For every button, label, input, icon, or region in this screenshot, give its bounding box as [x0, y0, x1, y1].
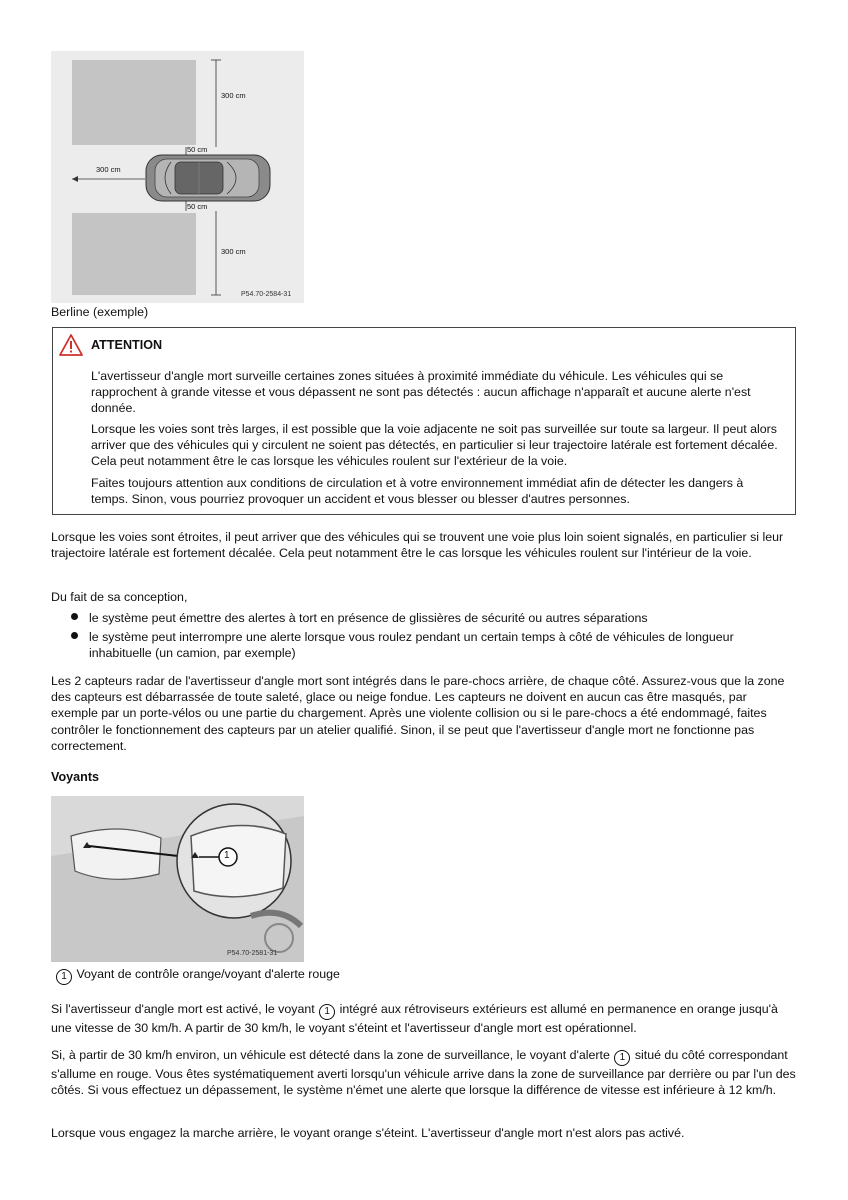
callout-number-icon: 1	[319, 1004, 335, 1020]
zone-bottom-shade	[72, 213, 196, 295]
bullet-item: le système peut émettre des alertes à tort en présence de glissières de sécurité ou autres séparations	[89, 611, 648, 625]
zones-illustration	[51, 51, 304, 303]
figure-code: P54.70-2584-31	[241, 291, 292, 298]
mirror-indicator-figure	[51, 796, 304, 962]
paragraph-text: situé du côté correspondant s'allume en rouge. Vous êtes systématiquement averti lorsqu'un véhicule arrive dans la zone de surveillance par derrière ou par l'un des côtés. Si vous effectuez un dépassement, le système n'émet une alerte que lorsque la différence de vitesse est inférieure à 12 km/h.	[51, 1048, 796, 1098]
figure-caption: Berline (exemple)	[51, 305, 149, 319]
bullet-icon	[71, 613, 78, 620]
warning-paragraph: L'avertisseur d'angle mort surveille certaines zones situées à proximité immédiate du véhicule. Les véhicules qui se rapprochent à grande vitesse et vous dépassent ne sont pas détectés : aucun affichage n'apparaît et aucune alerte n'est donnée.	[91, 369, 751, 416]
figure-code: P54.70-2581-31	[227, 950, 278, 957]
body-paragraph: Lorsque les voies sont étroites, il peut arriver que des véhicules qui se trouvent une voie plus loin soient signalés, en particulier si leur trajectoire latérale est fortement décalée. Cela peut notamment être le cas lorsque les véhicules roulent sur l'intérieur de la voie.	[51, 530, 784, 561]
dimension-label-top: 300 cm	[221, 91, 246, 100]
paragraph-text: intégré aux rétroviseurs extérieurs est allumé en permanence en orange jusqu'à une vitesse de 30 km/h. A partir de 30 km/h, le voyant s'éteint et l'avertisseur d'angle mort est opérationnel.	[51, 1002, 778, 1035]
callout-number: 1	[224, 850, 230, 861]
callout-number-icon: 1	[614, 1050, 630, 1066]
mirror-illustration	[51, 796, 304, 962]
warning-triangle-icon	[59, 334, 83, 356]
body-paragraph: Lorsque vous engagez la marche arrière, le voyant orange s'éteint. L'avertisseur d'angle mort n'est alors pas activé.	[51, 1126, 685, 1140]
bullet-icon	[71, 632, 78, 639]
blind-spot-zones-diagram	[51, 51, 304, 303]
warning-title: ATTENTION	[91, 338, 163, 352]
gap-label-top: 50 cm	[187, 145, 208, 154]
bullet-item: le système peut interrompre une alerte lorsque vous roulez pendant un certain temps à côté de véhicules de longueur inhabituelle (un camion, par exemple)	[89, 630, 734, 661]
body-paragraph: Les 2 capteurs radar de l'avertisseur d'angle mort sont intégrés dans le pare-chocs arrière, de chaque côté. Assurez-vous que la zone des capteurs est débarrassée de toute saleté, glace ou neige fondue. Les capteurs ne doivent en aucun cas être masqués, par exemple par un porte-vélos ou une partie du chargement. Après une violente collision ou si le pare-chocs a été endommagé, faites contrôler le fonctionnement des capteurs par un atelier qualifié. Sinon, il se peut que l'avertisseur d'angle mort ne fonctionne pas correctement.	[51, 674, 785, 753]
zone-top-shade	[72, 60, 196, 145]
dimension-label-bottom: 300 cm	[221, 247, 246, 256]
section-heading: Voyants	[51, 770, 100, 784]
body-paragraph	[51, 1047, 796, 1098]
paragraph-text: Si, à partir de 30 km/h environ, un véhicule est détecté dans la zone de surveillance, le voyant d'alerte	[51, 1048, 610, 1062]
legend-text: Voyant de contrôle orange/voyant d'alerte rouge	[76, 967, 340, 981]
dimension-label-left: 300 cm	[96, 165, 121, 174]
figure-legend	[55, 967, 340, 985]
callout-number-icon: 1	[56, 969, 72, 985]
car-top-view	[146, 155, 270, 201]
warning-box	[52, 327, 796, 515]
gap-label-bottom: 50 cm	[187, 202, 208, 211]
warning-paragraph: Faites toujours attention aux conditions de circulation et à votre environnement immédiat afin de détecter les dangers à temps. Sinon, vous pourriez provoquer un accident et vous blesser ou blesser d'autres personnes.	[91, 476, 744, 507]
body-paragraph: Du fait de sa conception,	[51, 590, 188, 604]
body-paragraph	[51, 1001, 796, 1036]
paragraph-text: Si l'avertisseur d'angle mort est activé, le voyant	[51, 1002, 315, 1016]
warning-paragraph: Lorsque les voies sont très larges, il est possible que la voie adjacente ne soit pas surveillée sur toute sa largeur. Il peut alors arriver que des véhicules qui y circulent ne soient pas détectés, en particulier si leur trajectoire latérale est fortement décalée. Cela peut notamment être le cas lorsque les véhicules roulent sur l'extérieur de la voie.	[91, 422, 778, 469]
